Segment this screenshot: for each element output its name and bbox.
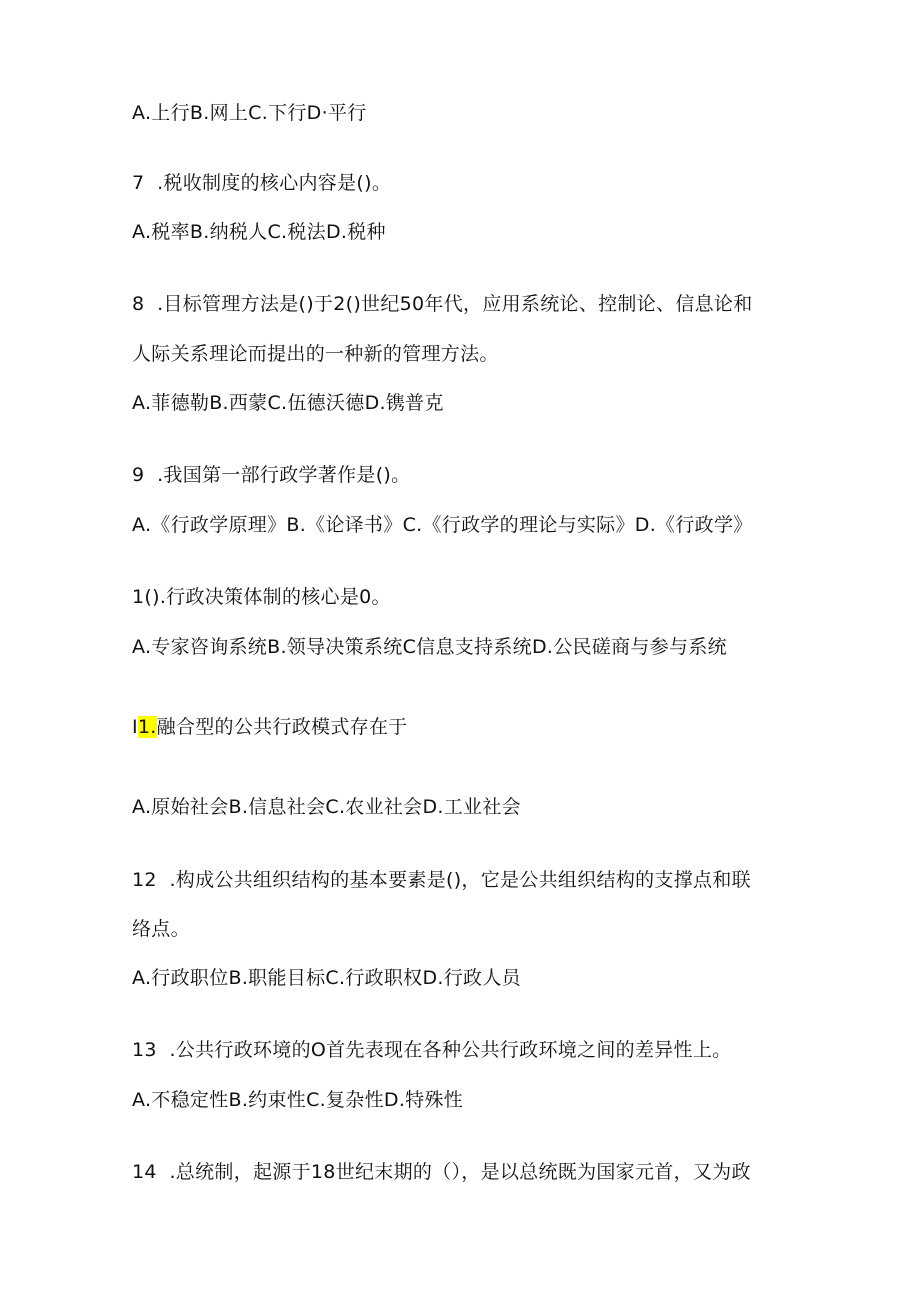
q9-options: A.《行政学原理》B.《论译书》C.《行政学的理论与实际》D.《行政学》 [132,514,753,536]
q12-question-line2: 络点。 [132,918,190,940]
q10-question: 1().行政决策体制的核心是0。 [132,586,391,608]
q6-options: A.上行B.网上C.下行D·平行 [132,102,367,124]
q7-question: 7 .税收制度的核心内容是()。 [132,172,392,194]
q14-question: 14 .总统制，起源于18世纪末期的（），是以总统既为国家元首，又为政 [132,1161,751,1183]
q7-options: A.税率B.纳税人C.税法D.税种 [132,221,386,243]
q11-text: 融合型的公共行政模式存在于 [156,716,408,738]
q11-number-highlight: 1. [137,716,157,738]
q9-question: 9 .我国第一部行政学著作是()。 [132,464,411,486]
q11-question [132,714,408,740]
q12-options: A.行政职位B.职能目标C.行政职权D.行政人员 [132,967,521,989]
q10-options: A.专家咨询系统B.领导决策系统C信息支持系统D.公民磋商与参与系统 [132,636,727,658]
q11-options: A.原始社会B.信息社会C.农业社会D.工业社会 [132,796,521,818]
q8-question-line1: 8 .目标管理方法是()于2()世纪50年代，应用系统论、控制论、信息论和 [132,293,753,315]
q8-question-line2: 人际关系理论而提出的一种新的管理方法。 [132,343,499,365]
q12-question-line1: 12 .构成公共组织结构的基本要素是()，它是公共组织结构的支撑点和联 [132,869,751,891]
q8-options: A.菲德勒B.西蒙C.伍德沃德D.镌普克 [132,392,444,414]
q13-options: A.不稳定性B.约束性C.复杂性D.特殊性 [132,1089,464,1111]
q11-prefix: I [132,716,138,738]
q13-question: 13 .公共行政环境的O首先表现在各种公共行政环境之间的差异性上。 [132,1039,732,1061]
